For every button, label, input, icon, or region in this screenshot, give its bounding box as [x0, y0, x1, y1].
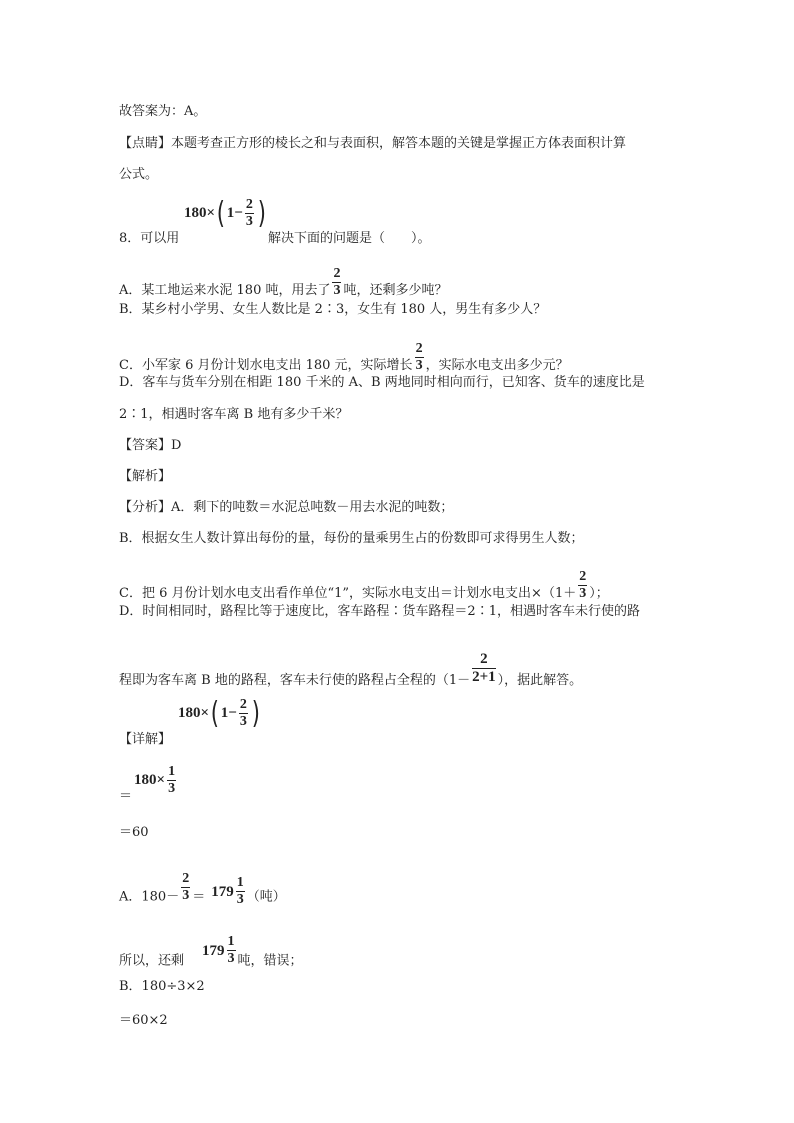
- calc-b-line-1: B．180÷3×2: [119, 979, 205, 994]
- expr-minus: −: [234, 205, 243, 221]
- detail-label: 【详解】: [119, 732, 172, 747]
- comment-line-1: 【点睛】本题考查正方形的棱长之和与表面积，解答本题的关键是掌握正方体表面积计算: [119, 136, 627, 151]
- detail-expression: 180×( 1− $\frac{2}{3}$ ): [178, 695, 260, 731]
- option-d-line-2: 2∶1，相遇时客车离 B 地有多少千米？: [119, 407, 349, 422]
- fraction-two-thirds: $\frac{2}{3}$: [415, 341, 423, 373]
- option-b: B．某乡村小学男、女生人数比是 2∶3，女生有 180 人，男生有多少人？: [119, 302, 547, 317]
- calc-b-line-2: ＝60×2: [119, 1013, 168, 1028]
- analysis-line-5: 程即为客车离 B 地的路程，客车未行使的路程占全程的（1－ $\frac{2}{2+1}$ ），据此解答。: [119, 651, 583, 688]
- answer-label: 【答案】D: [119, 438, 182, 453]
- comment-line-2: 公式。: [119, 167, 159, 182]
- question-8-expression: [184, 195, 268, 231]
- expr-base: 180×: [184, 205, 216, 221]
- mixed-number: 179 $\frac{1}{3}$: [211, 875, 244, 907]
- option-d-line-1: D．客车与货车分别在相距 180 千米的 A、B 两地同时相向而行，已知客、货车的速度比是: [119, 375, 645, 390]
- calc-a-conclusion: 所以，还剩 179 $\frac{1}{3}$ 吨，错误；: [119, 934, 303, 969]
- analysis-line-1: 【分析】A．剩下的吨数＝水泥总吨数－用去水泥的吨数；: [119, 500, 454, 515]
- question-8-suffix: 解决下面的问题是（ ）。: [268, 231, 431, 246]
- analysis-line-2: B．根据女生人数计算出每份的量，每份的量乘男生占的份数即可求得男生人数；: [119, 531, 584, 546]
- answer-line: 故答案为：A。: [119, 104, 207, 119]
- fraction-two-thirds: $\frac{2}{3}$: [245, 197, 253, 229]
- detail-eq-1-expression: 180× $\frac{1}{3}$: [134, 764, 176, 796]
- fraction-one-third: $\frac{1}{3}$: [168, 764, 176, 796]
- analysis-line-4: D．时间相同时，路程比等于速度比，客车路程∶货车路程＝2∶1，相遇时客车未行使的路: [119, 604, 640, 619]
- expr-one: 1: [226, 205, 235, 221]
- calc-a-line: A．180－ $\frac{2}{3}$ ＝ 179 $\frac{1}{3}$ （吨）: [119, 870, 286, 907]
- question-8-prefix: 8．可以用: [119, 231, 180, 246]
- option-a: A．某工地运来水泥 180 吨，用去了 $\frac{2}{3}$ 吨，还剩多少吨？: [119, 266, 448, 298]
- mixed-number: 179 $\frac{1}{3}$: [202, 934, 235, 966]
- fraction-two-thirds: $\frac{2}{3}$: [239, 697, 247, 729]
- option-c: C．小军家 6 月份计划水电支出 180 元，实际增长 $\frac{2}{3}$ ，实际水电支出多少元？: [119, 341, 569, 373]
- lparen: (: [216, 195, 226, 231]
- detail-eq-2: ＝60: [119, 825, 149, 840]
- analysis-label: 【解析】: [119, 469, 172, 484]
- fraction-two-thirds: $\frac{2}{3}$: [333, 266, 341, 298]
- fraction-two-thirds: $\frac{2}{3}$: [579, 569, 587, 601]
- detail-eq-1: ＝: [119, 789, 133, 804]
- rparen: ): [257, 195, 266, 231]
- fraction-two-over-two-plus-one: $\frac{2}{2+1}$: [472, 651, 496, 685]
- fraction-two-thirds: $\frac{2}{3}$: [182, 870, 190, 903]
- analysis-line-3: C．把 6 月份计划水电支出看作单位“1”，实际水电支出＝计划水电支出×（1＋ $\frac{2}{3}$ ）；: [119, 569, 609, 601]
